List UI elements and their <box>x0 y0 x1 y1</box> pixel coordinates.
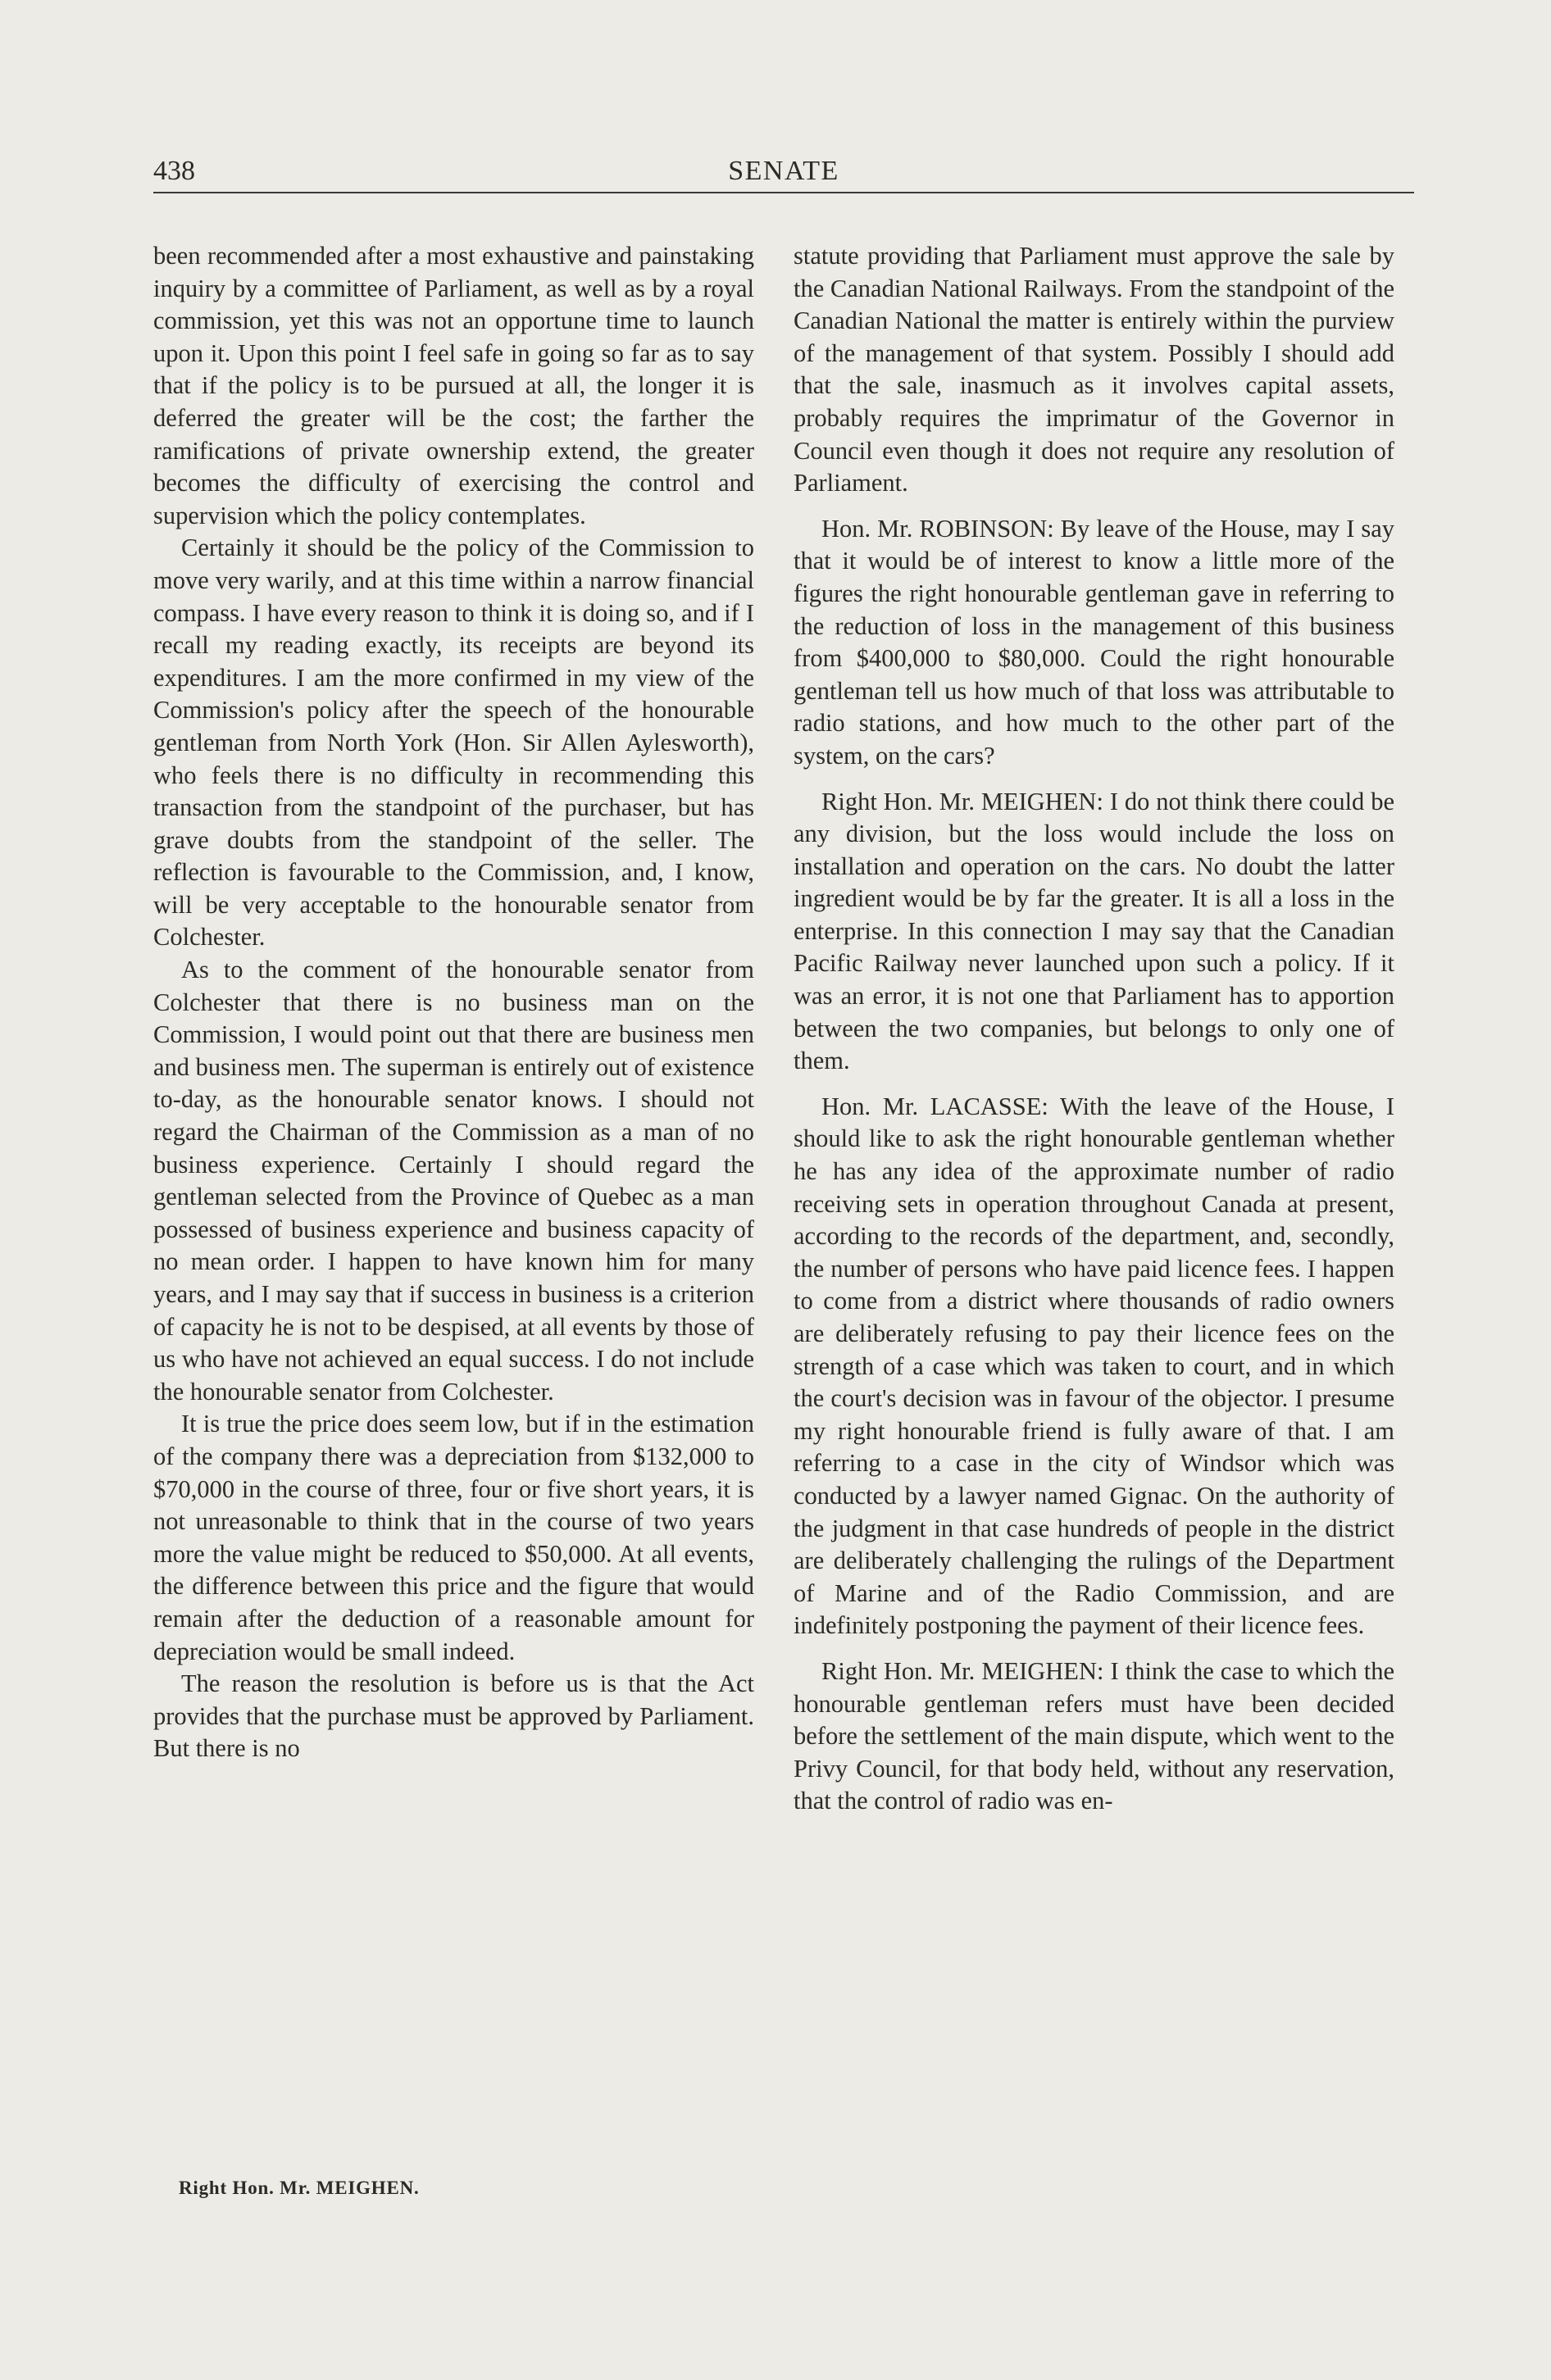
paragraph: The reason the resolution is before us is that the Act provides that the purchase must be approved by Parliament. But there is no <box>153 1669 754 1763</box>
paragraph: statute providing that Parliament must approve the sale by the Canadian National Railways. From the standpoint of the Canadian National the matter is entirely within the purview of the management of that system. Possibly I should add that the sale, inasmuch as it involves capital assets, probably requires the imprimatur of the Governor in Council even though it does not require any resolution of Parliament. <box>794 242 1394 497</box>
paragraph: As to the comment of the honourable senator from Colchester that there is no business man on the Commission, I would point out that there are business men and business men. The superman is entirely out of existence to-day, as the honourable senator knows. I should not regard the Chairman of the Commission as a man of no business experience. Certainly I should regard the gentleman selected from the Province of Quebec as a man possessed of business experience and business capacity of no mean order. I happen to have known him for many years, and I may say that if success in business is a criterion of capacity he is not to be despised, at all events by those of us who have not achieved an equal success. I do not include the honourable senator from Colchester. <box>153 956 754 1406</box>
page-header <box>153 149 1414 193</box>
speech-robinson: Hon. Mr. ROBINSON: By leave of the House, may I say that it would be of interest to know a little more of the figures the right honourable gentleman gave in referring to the reduction of loss in the management of this business from $400,000 to $80,000. Could the right honourable gentleman tell us how much of that loss was attributable to radio stations, and how much to the other part of the system, on the cars? <box>794 514 1394 770</box>
page-number: 438 <box>153 156 195 186</box>
right-column <box>794 240 1394 1818</box>
running-head: SENATE <box>728 156 839 186</box>
paragraph: Certainly it should be the policy of the Commission to move very warily, and at this time within a narrow financial compass. I have every reason to think it is doing so, and if I recall my reading exactly, its receipts are beyond its expenditures. I am the more confirmed in my view of the Commission's policy after the speech of the honourable gentleman from North York (Hon. Sir Allen Aylesworth), who feels there is no difficulty in recommending this transaction from the standpoint of the purchaser, but has grave doubts from the standpoint of the seller. The reflection is favourable to the Commission, and, I know, will be very acceptable to the honourable senator from Colchester. <box>153 534 754 952</box>
speech-meighen: Right Hon. Mr. MEIGHEN: I do not think there could be any division, but the loss would include the loss on installation and operation on the cars. No doubt the latter ingredient would be by far the greater. It is all a loss in the enterprise. In this connection I may say that the Canadian Pacific Railway never launched upon such a policy. If it was an error, it is not one that Parliament has to apportion between the two companies, but belongs to only one of them. <box>794 787 1394 1075</box>
left-column <box>153 240 754 1765</box>
footer-speaker-tag: Right Hon. Mr. MEIGHEN. <box>179 2178 420 2198</box>
speech-lacasse: Hon. Mr. LACASSE: With the leave of the House, I should like to ask the right honourable gentleman whether he has any idea of the approximate number of radio receiving sets in operation throughout Canada at present, according to the records of the department, and, secondly, the number of persons who have paid licence fees. I happen to come from a district where thousands of radio owners are deliberately refusing to pay their licence fees on the strength of a case which was taken to court, and in which the court's decision was in favour of the objector. I presume my right honourable friend is fully aware of that. I am referring to a case in the city of Windsor which was conducted by a lawyer named Gignac. On the authority of the judgment in that case hundreds of people in the district are deliberately challenging the rulings of the Department of Marine and of the Radio Commission, and are indefinitely postponing the payment of their licence fees. <box>794 1092 1394 1640</box>
speech-meighen: Right Hon. Mr. MEIGHEN: I think the case to which the honourable gentleman refers must have been decided before the settlement of the main dispute, which went to the Privy Council, for that body held, without any reservation, that the control of radio was en- <box>794 1656 1394 1815</box>
paragraph: It is true the price does seem low, but if in the estimation of the company there was a depreciation from $132,000 to $70,000 in the course of three, four or five short years, it is not unreasonable to think that in the course of two years more the value might be reduced to $50,000. At all events, the difference between this price and the figure that would remain after the deduction of a reasonable amount for depreciation would be small indeed. <box>153 1410 754 1665</box>
paragraph: been recommended after a most exhaustive and painstaking inquiry by a committee of Parliament, as well as by a royal commission, yet this was not an opportune time to launch upon it. Upon this point I feel safe in going so far as to say that if the policy is to be pursued at all, the longer it is deferred the greater will be the cost; the farther the ramifications of private ownership extend, the greater becomes the difficulty of exercising the control and supervision which the policy contemplates. <box>153 242 754 529</box>
